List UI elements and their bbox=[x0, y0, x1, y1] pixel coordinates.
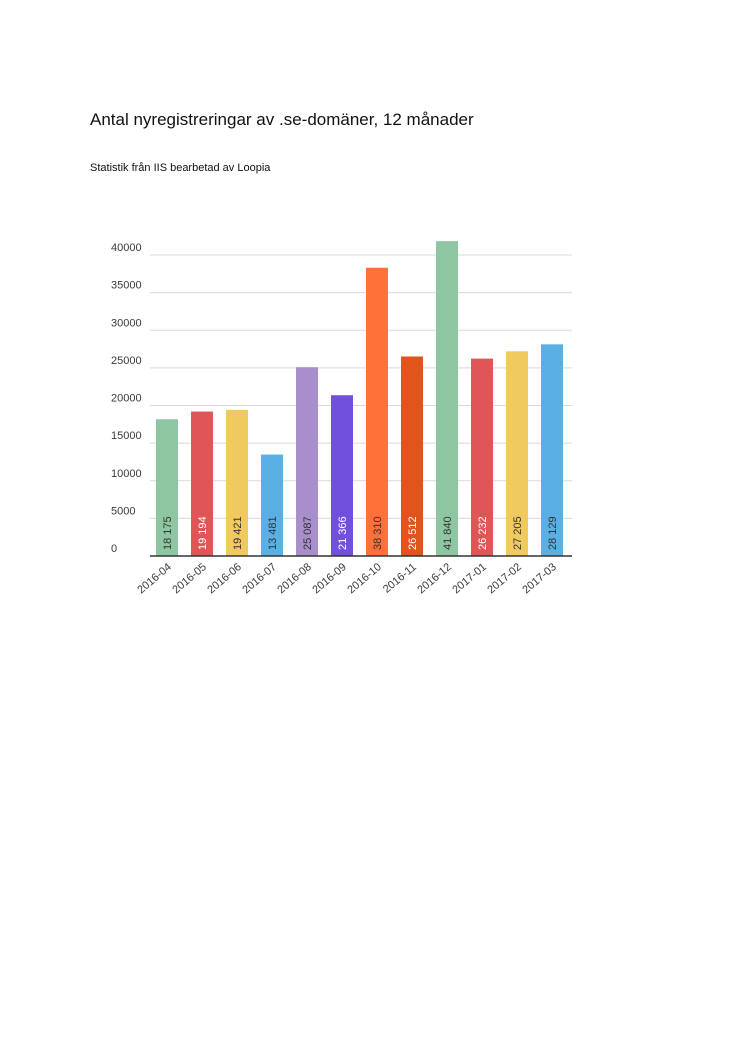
y-tick-label: 20000 bbox=[111, 392, 142, 405]
x-tick-label: 2017-02 bbox=[485, 561, 524, 597]
bar-data-label: 27 205 bbox=[512, 516, 524, 550]
y-tick-label: 25000 bbox=[111, 354, 142, 367]
bar-data-label: 28 129 bbox=[547, 516, 559, 550]
y-tick-label: 0 bbox=[111, 543, 118, 555]
x-axis bbox=[135, 556, 572, 596]
y-tick-label: 15000 bbox=[111, 430, 142, 443]
chart-bars bbox=[156, 241, 563, 556]
y-tick-label: 35000 bbox=[111, 279, 142, 292]
bar-data-label: 21 366 bbox=[337, 516, 349, 550]
x-tick-label: 2017-03 bbox=[520, 561, 559, 597]
document-title: Antal nyregistreringar av .se-domäner, 12 månader bbox=[90, 110, 474, 129]
x-tick-label: 2017-01 bbox=[450, 561, 489, 597]
bar-data-label: 19 421 bbox=[232, 516, 244, 550]
x-tick-label: 2016-10 bbox=[345, 561, 384, 597]
x-tick-label: 2016-09 bbox=[310, 561, 349, 597]
y-tick-label: 5000 bbox=[111, 505, 136, 518]
bar-2016-12 bbox=[436, 241, 458, 556]
y-axis bbox=[111, 242, 142, 555]
document-subtitle: Statistik från IIS bearbetad av Loopia bbox=[90, 162, 271, 174]
bar-data-label: 18 175 bbox=[162, 516, 174, 550]
x-tick-label: 2016-12 bbox=[415, 561, 454, 597]
x-tick-label: 2016-06 bbox=[205, 561, 244, 597]
bar-data-label: 41 840 bbox=[442, 516, 454, 550]
x-tick-label: 2016-11 bbox=[380, 561, 419, 596]
x-tick-label: 2016-05 bbox=[170, 561, 209, 597]
bar-2016-10 bbox=[366, 268, 388, 556]
x-tick-label: 2016-04 bbox=[135, 561, 174, 597]
x-tick-label: 2016-07 bbox=[240, 561, 279, 597]
x-tick-label: 2016-08 bbox=[275, 561, 314, 597]
bar-data-label: 25 087 bbox=[302, 516, 314, 550]
bar-data-label: 26 512 bbox=[407, 516, 419, 550]
bar-data-label: 26 232 bbox=[477, 516, 489, 550]
bar-data-label: 13 481 bbox=[267, 516, 279, 550]
y-tick-label: 40000 bbox=[111, 242, 142, 254]
bar-data-label: 19 194 bbox=[197, 516, 209, 550]
bar-data-label: 38 310 bbox=[372, 516, 384, 550]
y-tick-label: 30000 bbox=[111, 317, 142, 330]
y-tick-label: 10000 bbox=[111, 467, 142, 480]
